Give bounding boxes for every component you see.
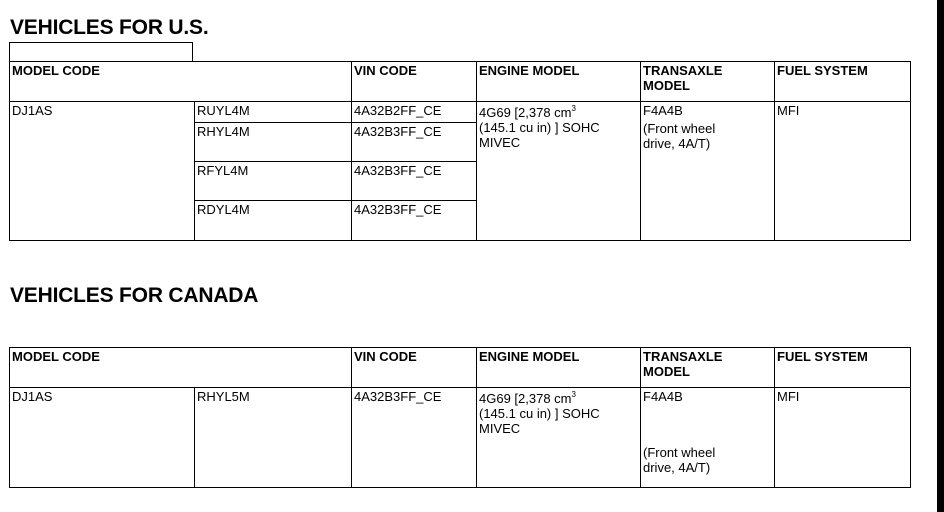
header-model-code: MODEL CODE (10, 62, 352, 102)
table-header-row (10, 62, 911, 102)
model-code-cell: RUYL4M (195, 102, 352, 123)
header-transaxle-model (641, 62, 775, 102)
fuel-system-cell: MFI (775, 102, 911, 241)
vin-code-cell: 4A32B3FF_CE (352, 123, 477, 162)
table-row (10, 102, 911, 123)
transaxle-code: F4A4B (643, 103, 683, 118)
base-model-cell: DJ1AS (10, 102, 195, 241)
vin-code-cell: 4A32B3FF_CE (352, 388, 477, 488)
engine-model-cell (477, 102, 641, 241)
canada-vehicle-table (9, 347, 911, 488)
table-row (10, 388, 911, 488)
fuel-system-cell: MFI (775, 388, 911, 488)
model-code-cell: RDYL4M (195, 201, 352, 241)
model-code-cell: RHYL4M (195, 123, 352, 162)
header-fuel-system: FUEL SYSTEM (775, 62, 911, 102)
transaxle-desc-line1: (Front wheel (643, 121, 716, 136)
model-code-cell: RFYL4M (195, 162, 352, 201)
engine-line2: (145.1 cu in) ] SOHC (479, 120, 600, 135)
vin-code-cell: 4A32B3FF_CE (352, 201, 477, 241)
base-model-cell: DJ1AS (10, 388, 195, 488)
vin-code-cell: 4A32B2FF_CE (352, 102, 477, 123)
header-vin-code: VIN CODE (352, 62, 477, 102)
header-engine-model: ENGINE MODEL (477, 62, 641, 102)
transaxle-desc-line2: drive, 4A/T) (643, 136, 711, 151)
transaxle-model-cell (641, 388, 775, 488)
us-vehicle-table (9, 61, 911, 241)
header-transaxle-line2: MODEL (643, 364, 690, 379)
header-model-code: MODEL CODE (10, 348, 352, 388)
engine-line3: MIVEC (479, 135, 521, 150)
engine-model-cell (477, 388, 641, 488)
header-transaxle-line1: TRANSAXLE (643, 349, 723, 364)
engine-superscript: 3 (571, 390, 576, 399)
engine-line3: MIVEC (479, 421, 521, 436)
canada-section-heading: VEHICLES FOR CANADA (10, 284, 259, 307)
transaxle-model-cell (641, 102, 775, 241)
header-engine-model: ENGINE MODEL (477, 348, 641, 388)
engine-line1: 4G69 [2,378 cm (479, 105, 572, 120)
vin-code-cell: 4A32B3FF_CE (352, 162, 477, 201)
model-code-cell: RHYL5M (195, 388, 352, 488)
header-transaxle-line1: TRANSAXLE (643, 63, 723, 78)
header-fuel-system: FUEL SYSTEM (775, 348, 911, 388)
transaxle-desc-line2: drive, 4A/T) (643, 460, 711, 475)
table-header-row (10, 348, 911, 388)
transaxle-desc-line1: (Front wheel (643, 445, 716, 460)
transaxle-code: F4A4B (643, 389, 683, 404)
header-vin-code: VIN CODE (352, 348, 477, 388)
right-edge-bar (937, 0, 944, 512)
engine-line2: (145.1 cu in) ] SOHC (479, 406, 600, 421)
header-transaxle-line2: MODEL (643, 78, 690, 93)
engine-line1: 4G69 [2,378 cm (479, 391, 572, 406)
us-tab-box (9, 42, 193, 61)
header-transaxle-model (641, 348, 775, 388)
engine-superscript: 3 (571, 104, 576, 113)
us-section-heading: VEHICLES FOR U.S. (10, 16, 209, 39)
